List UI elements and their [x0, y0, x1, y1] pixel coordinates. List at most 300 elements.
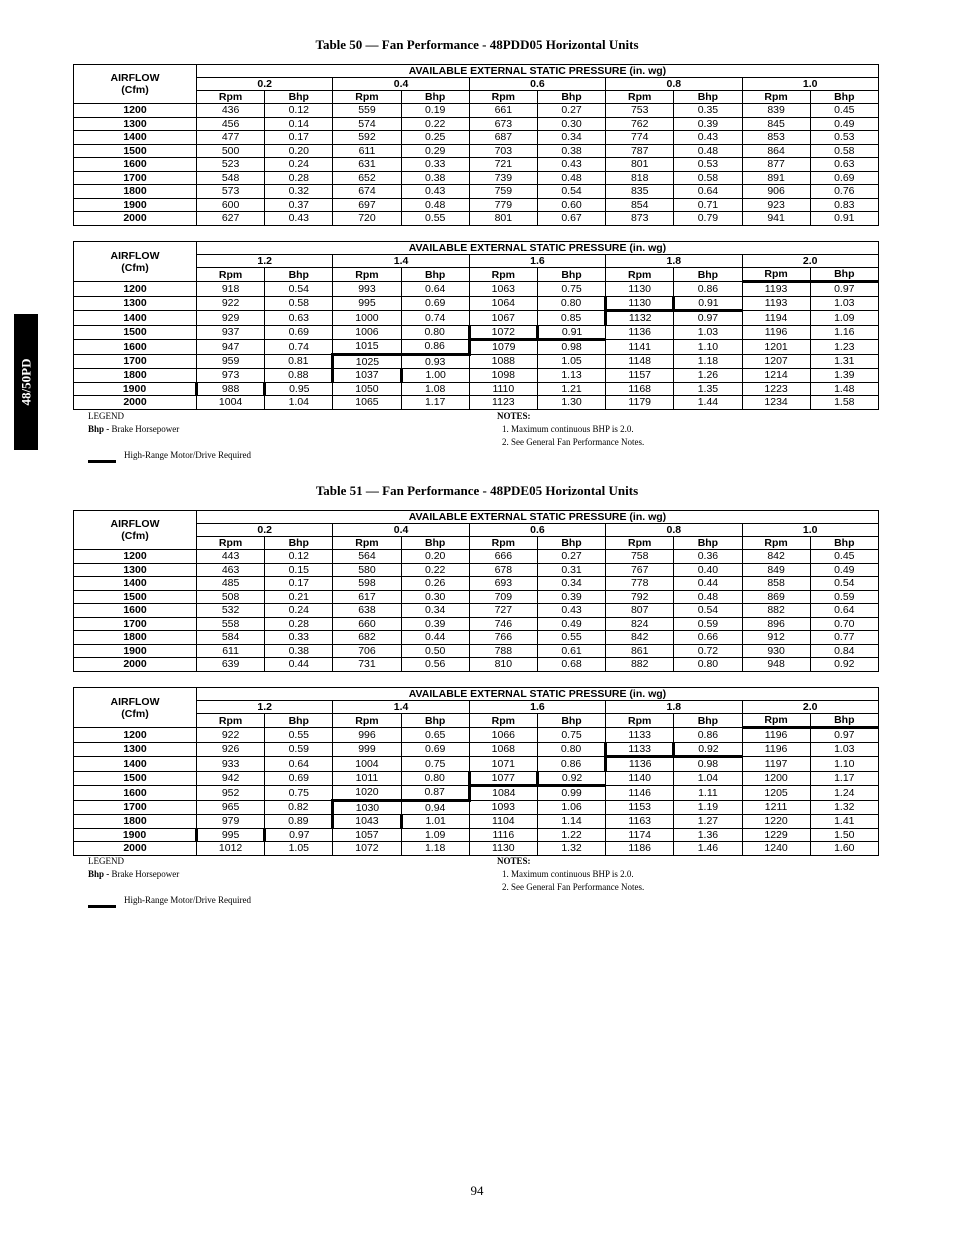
rpm-cell: 693	[469, 577, 537, 591]
rpm-cell: 1063	[469, 282, 537, 297]
bhp-cell: 0.12	[265, 550, 333, 564]
rpm-cell: 807	[606, 604, 674, 618]
rpm-cell: 1140	[606, 771, 674, 786]
bhp-cell: 0.43	[265, 212, 333, 226]
rpm-cell: 720	[333, 212, 401, 226]
bhp-cell: 1.24	[810, 786, 878, 801]
table-row	[74, 842, 879, 856]
table-50-low-pressure	[73, 64, 879, 226]
table-row	[74, 104, 879, 118]
bhp-cell: 1.03	[810, 296, 878, 311]
rpm-cell: 839	[742, 104, 810, 118]
bhp-column-header: Bhp	[674, 268, 742, 282]
airflow-value: 1400	[74, 131, 197, 145]
bhp-cell: 1.46	[674, 842, 742, 856]
bhp-cell: 0.80	[537, 296, 605, 311]
table-51-low-pressure	[73, 510, 879, 672]
rpm-cell: 1098	[469, 369, 537, 383]
bhp-cell: 0.80	[537, 742, 605, 757]
rpm-cell: 661	[469, 104, 537, 118]
airflow-unit: (Cfm)	[121, 261, 149, 274]
rpm-cell: 922	[197, 728, 265, 743]
bhp-cell: 1.21	[537, 382, 605, 396]
airflow-value: 1500	[74, 771, 197, 786]
table-row	[74, 340, 879, 355]
bhp-cell: 1.23	[810, 340, 878, 355]
rpm-cell: 869	[742, 590, 810, 604]
rpm-cell: 1067	[469, 311, 537, 326]
bhp-cell: 0.14	[265, 117, 333, 131]
table-row	[74, 158, 879, 172]
rpm-cell: 678	[469, 563, 537, 577]
rpm-cell: 485	[197, 577, 265, 591]
rpm-cell: 896	[742, 617, 810, 631]
bhp-cell: 0.54	[265, 282, 333, 297]
rpm-cell: 842	[742, 550, 810, 564]
airflow-value: 1300	[74, 742, 197, 757]
bhp-cell: 0.61	[537, 644, 605, 658]
airflow-unit: (Cfm)	[121, 530, 149, 542]
bhp-cell: 0.77	[810, 631, 878, 645]
rpm-cell: 923	[742, 198, 810, 212]
rpm-cell: 1071	[469, 757, 537, 772]
bhp-cell: 0.69	[810, 171, 878, 185]
rpm-column-header: Rpm	[333, 537, 401, 550]
bhp-cell: 1.27	[674, 815, 742, 829]
rpm-cell: 1093	[469, 800, 537, 815]
rpm-cell: 574	[333, 117, 401, 131]
table-51-high-pressure	[73, 687, 879, 856]
rpm-cell: 682	[333, 631, 401, 645]
pressure-column-header: 1.0	[742, 78, 878, 91]
airflow-value: 1300	[74, 117, 197, 131]
rpm-column-header: Rpm	[469, 714, 537, 728]
legend-bhp-sep: -	[106, 869, 110, 879]
rpm-cell: 853	[742, 131, 810, 145]
table-row	[74, 144, 879, 158]
legend-title: LEGEND	[88, 856, 124, 866]
table-row	[74, 550, 879, 564]
airflow-header	[74, 688, 197, 728]
bhp-cell: 0.86	[674, 282, 742, 297]
bhp-cell: 1.44	[674, 396, 742, 410]
rpm-cell: 1104	[469, 815, 537, 829]
rpm-cell: 1012	[197, 842, 265, 856]
bhp-cell: 1.35	[674, 382, 742, 396]
bhp-cell: 0.33	[265, 631, 333, 645]
pressure-column-header: 1.8	[606, 701, 742, 714]
bhp-cell: 0.48	[401, 198, 469, 212]
rpm-cell: 912	[742, 631, 810, 645]
bhp-cell: 0.93	[401, 354, 469, 369]
table-row	[74, 296, 879, 311]
bhp-cell: 0.92	[537, 771, 605, 786]
rpm-cell: 1133	[606, 742, 674, 757]
bhp-cell: 0.15	[265, 563, 333, 577]
rpm-cell: 1223	[742, 382, 810, 396]
rpm-column-header: Rpm	[197, 714, 265, 728]
pressure-header: AVAILABLE EXTERNAL STATIC PRESSURE (in. wg)	[197, 65, 879, 78]
airflow-value: 1500	[74, 590, 197, 604]
rpm-cell: 592	[333, 131, 401, 145]
airflow-value: 2000	[74, 212, 197, 226]
rpm-cell: 443	[197, 550, 265, 564]
rpm-cell: 1057	[333, 828, 401, 842]
bhp-cell: 0.70	[810, 617, 878, 631]
table-row	[74, 604, 879, 618]
bhp-cell: 0.21	[265, 590, 333, 604]
bhp-cell: 0.36	[674, 550, 742, 564]
note-1: 1. Maximum continuous BHP is 2.0.	[502, 424, 634, 434]
pressure-column-header: 0.8	[606, 78, 742, 91]
airflow-label: AIRFLOW	[110, 518, 160, 530]
rpm-cell: 824	[606, 617, 674, 631]
rpm-column-header: Rpm	[742, 537, 810, 550]
table-row	[74, 396, 879, 410]
bhp-cell: 0.99	[537, 786, 605, 801]
rpm-column-header: Rpm	[606, 268, 674, 282]
rpm-cell: 1072	[469, 325, 537, 340]
rpm-column-header: Rpm	[469, 537, 537, 550]
bhp-cell: 0.91	[810, 212, 878, 226]
rpm-cell: 1194	[742, 311, 810, 326]
bhp-cell: 1.09	[401, 828, 469, 842]
bhp-cell: 0.79	[674, 212, 742, 226]
bhp-cell: 1.05	[265, 842, 333, 856]
rpm-cell: 845	[742, 117, 810, 131]
bhp-column-header: Bhp	[401, 537, 469, 550]
bhp-cell: 0.80	[674, 658, 742, 672]
pressure-column-header: 0.2	[197, 78, 333, 91]
bhp-cell: 1.06	[537, 800, 605, 815]
bhp-column-header: Bhp	[537, 91, 605, 104]
rpm-cell: 1136	[606, 325, 674, 340]
rpm-cell: 835	[606, 185, 674, 199]
table-row	[74, 815, 879, 829]
bhp-column-header: Bhp	[401, 91, 469, 104]
table-51-legend	[88, 855, 179, 881]
rpm-cell: 674	[333, 185, 401, 199]
bhp-cell: 0.55	[401, 212, 469, 226]
bhp-cell: 0.54	[674, 604, 742, 618]
rpm-cell: 988	[197, 382, 265, 396]
airflow-header	[74, 65, 197, 104]
table-row	[74, 354, 879, 369]
bhp-cell: 0.54	[537, 185, 605, 199]
bhp-cell: 0.97	[810, 728, 878, 743]
airflow-value: 1400	[74, 757, 197, 772]
rpm-cell: 779	[469, 198, 537, 212]
airflow-value: 2000	[74, 658, 197, 672]
rpm-cell: 778	[606, 577, 674, 591]
bhp-cell: 0.26	[401, 577, 469, 591]
bhp-cell: 0.34	[537, 131, 605, 145]
rpm-cell: 1079	[469, 340, 537, 355]
bhp-cell: 0.40	[674, 563, 742, 577]
table-row	[74, 131, 879, 145]
bhp-cell: 0.69	[265, 771, 333, 786]
pressure-column-header: 0.4	[333, 524, 469, 537]
rpm-cell: 882	[742, 604, 810, 618]
rpm-cell: 598	[333, 577, 401, 591]
bhp-cell: 0.30	[401, 590, 469, 604]
bhp-cell: 0.85	[537, 311, 605, 326]
bhp-cell: 0.80	[401, 325, 469, 340]
rpm-cell: 1205	[742, 786, 810, 801]
bhp-cell: 1.30	[537, 396, 605, 410]
rpm-cell: 861	[606, 644, 674, 658]
bhp-cell: 1.09	[810, 311, 878, 326]
bhp-cell: 0.25	[401, 131, 469, 145]
rpm-cell: 1196	[742, 728, 810, 743]
airflow-value: 1800	[74, 631, 197, 645]
bhp-cell: 0.12	[265, 104, 333, 118]
airflow-value: 1200	[74, 728, 197, 743]
bhp-cell: 0.17	[265, 131, 333, 145]
bhp-cell: 0.86	[401, 340, 469, 355]
bhp-cell: 0.76	[810, 185, 878, 199]
bhp-cell: 1.58	[810, 396, 878, 410]
rpm-cell: 1220	[742, 815, 810, 829]
rpm-cell: 995	[333, 296, 401, 311]
bhp-cell: 1.14	[537, 815, 605, 829]
rpm-cell: 993	[333, 282, 401, 297]
bhp-cell: 0.44	[401, 631, 469, 645]
bhp-cell: 0.38	[401, 171, 469, 185]
rpm-cell: 1004	[333, 757, 401, 772]
rpm-cell: 611	[333, 144, 401, 158]
rpm-cell: 842	[606, 631, 674, 645]
rpm-cell: 456	[197, 117, 265, 131]
rpm-cell: 952	[197, 786, 265, 801]
airflow-value: 1500	[74, 325, 197, 340]
bhp-cell: 1.11	[674, 786, 742, 801]
bhp-cell: 0.87	[401, 786, 469, 801]
bhp-cell: 0.58	[810, 144, 878, 158]
airflow-value: 1800	[74, 369, 197, 383]
rpm-cell: 1136	[606, 757, 674, 772]
rpm-cell: 758	[606, 550, 674, 564]
rpm-cell: 1068	[469, 742, 537, 757]
bhp-cell: 0.86	[674, 728, 742, 743]
rpm-cell: 727	[469, 604, 537, 618]
bhp-column-header: Bhp	[810, 537, 878, 550]
bhp-cell: 0.92	[674, 742, 742, 757]
rpm-cell: 1077	[469, 771, 537, 786]
bhp-cell: 0.24	[265, 604, 333, 618]
rpm-cell: 774	[606, 131, 674, 145]
table-row	[74, 590, 879, 604]
bhp-cell: 1.03	[810, 742, 878, 757]
bhp-cell: 0.63	[810, 158, 878, 172]
note-1: 1. Maximum continuous BHP is 2.0.	[502, 869, 634, 879]
rpm-cell: 933	[197, 757, 265, 772]
bhp-cell: 0.92	[810, 658, 878, 672]
rpm-column-header: Rpm	[197, 268, 265, 282]
bhp-cell: 0.44	[265, 658, 333, 672]
rpm-cell: 759	[469, 185, 537, 199]
rpm-cell: 739	[469, 171, 537, 185]
pressure-column-header: 1.4	[333, 701, 469, 714]
bhp-cell: 1.16	[810, 325, 878, 340]
side-section-tab	[14, 314, 38, 450]
bhp-column-header: Bhp	[537, 268, 605, 282]
rpm-cell: 1186	[606, 842, 674, 856]
airflow-label: AIRFLOW	[110, 72, 160, 84]
page-number: 94	[470, 1183, 484, 1198]
rpm-cell: 1168	[606, 382, 674, 396]
bhp-cell: 0.63	[265, 311, 333, 326]
legend-bhp-abbr: Bhp	[88, 869, 105, 879]
bhp-cell: 0.43	[537, 604, 605, 618]
rpm-cell: 873	[606, 212, 674, 226]
legend-title: LEGEND	[88, 411, 124, 421]
airflow-value: 1200	[74, 282, 197, 297]
rpm-cell: 1132	[606, 311, 674, 326]
bhp-cell: 1.36	[674, 828, 742, 842]
bhp-cell: 0.32	[265, 185, 333, 199]
rpm-cell: 1065	[333, 396, 401, 410]
bhp-column-header: Bhp	[810, 91, 878, 104]
bhp-cell: 1.03	[674, 325, 742, 340]
rpm-cell: 973	[197, 369, 265, 383]
bhp-cell: 0.58	[265, 296, 333, 311]
rpm-cell: 1116	[469, 828, 537, 842]
rpm-column-header: Rpm	[606, 714, 674, 728]
airflow-unit: (Cfm)	[121, 707, 149, 720]
table-row	[74, 742, 879, 757]
airflow-value: 1700	[74, 617, 197, 631]
legend-bhp-entry	[88, 868, 179, 881]
side-tab-label: 48/50PD	[18, 358, 34, 406]
rpm-cell: 942	[197, 771, 265, 786]
rpm-cell: 877	[742, 158, 810, 172]
rpm-column-header: Rpm	[333, 91, 401, 104]
rpm-cell: 508	[197, 590, 265, 604]
bhp-cell: 0.22	[401, 117, 469, 131]
rpm-cell: 1030	[333, 800, 401, 815]
bhp-cell: 0.39	[537, 590, 605, 604]
bhp-cell: 0.56	[401, 658, 469, 672]
bhp-cell: 1.31	[810, 354, 878, 369]
rpm-cell: 849	[742, 563, 810, 577]
bhp-cell: 0.29	[401, 144, 469, 158]
rpm-column-header: Rpm	[197, 537, 265, 550]
rpm-cell: 965	[197, 800, 265, 815]
bhp-cell: 0.19	[401, 104, 469, 118]
rpm-cell: 600	[197, 198, 265, 212]
pressure-column-header: 1.6	[469, 255, 605, 268]
bhp-cell: 0.49	[810, 117, 878, 131]
bhp-column-header: Bhp	[401, 268, 469, 282]
bhp-cell: 1.18	[401, 842, 469, 856]
bhp-cell: 0.54	[810, 577, 878, 591]
rpm-cell: 787	[606, 144, 674, 158]
pressure-header: AVAILABLE EXTERNAL STATIC PRESSURE (in. wg)	[197, 688, 879, 701]
bhp-cell: 0.64	[674, 185, 742, 199]
rpm-cell: 1174	[606, 828, 674, 842]
bhp-cell: 0.20	[265, 144, 333, 158]
note-2: 2. See General Fan Performance Notes.	[502, 437, 645, 447]
rpm-cell: 1015	[333, 340, 401, 355]
rpm-cell: 1000	[333, 311, 401, 326]
rpm-cell: 1133	[606, 728, 674, 743]
airflow-value: 1600	[74, 786, 197, 801]
airflow-value: 1800	[74, 185, 197, 199]
rpm-cell: 864	[742, 144, 810, 158]
pressure-column-header: 2.0	[742, 701, 878, 714]
rpm-cell: 947	[197, 340, 265, 355]
table-50-notes	[497, 410, 644, 449]
rpm-cell: 660	[333, 617, 401, 631]
rpm-cell: 1011	[333, 771, 401, 786]
rpm-cell: 1006	[333, 325, 401, 340]
bhp-cell: 0.33	[401, 158, 469, 172]
airflow-label: AIRFLOW	[110, 249, 160, 262]
rpm-cell: 1211	[742, 800, 810, 815]
rpm-cell: 1197	[742, 757, 810, 772]
rpm-cell: 1153	[606, 800, 674, 815]
table-row	[74, 728, 879, 743]
rpm-cell: 1146	[606, 786, 674, 801]
rpm-cell: 882	[606, 658, 674, 672]
bhp-cell: 0.38	[265, 644, 333, 658]
bhp-cell: 0.50	[401, 644, 469, 658]
bhp-cell: 0.43	[401, 185, 469, 199]
bhp-cell: 1.00	[401, 369, 469, 383]
bhp-column-header: Bhp	[265, 268, 333, 282]
rpm-cell: 1084	[469, 786, 537, 801]
rpm-column-header: Rpm	[197, 91, 265, 104]
bhp-cell: 0.69	[401, 296, 469, 311]
bhp-cell: 0.88	[265, 369, 333, 383]
rpm-cell: 979	[197, 815, 265, 829]
table-50-high-pressure	[73, 241, 879, 410]
rpm-cell: 1130	[606, 282, 674, 297]
pressure-header: AVAILABLE EXTERNAL STATIC PRESSURE (in. wg)	[197, 242, 879, 255]
rpm-cell: 584	[197, 631, 265, 645]
rpm-cell: 1110	[469, 382, 537, 396]
airflow-value: 1600	[74, 340, 197, 355]
rpm-cell: 941	[742, 212, 810, 226]
bhp-cell: 1.05	[537, 354, 605, 369]
table-row	[74, 212, 879, 226]
bhp-cell: 0.91	[674, 296, 742, 311]
bhp-column-header: Bhp	[537, 714, 605, 728]
rpm-cell: 1050	[333, 382, 401, 396]
bhp-cell: 1.48	[810, 382, 878, 396]
airflow-value: 2000	[74, 842, 197, 856]
high-range-text: High-Range Motor/Drive Required	[124, 450, 251, 460]
table-row	[74, 171, 879, 185]
table-row	[74, 631, 879, 645]
rpm-cell: 523	[197, 158, 265, 172]
rpm-cell: 1064	[469, 296, 537, 311]
rpm-cell: 666	[469, 550, 537, 564]
bhp-cell: 0.80	[401, 771, 469, 786]
bhp-cell: 1.26	[674, 369, 742, 383]
rpm-cell: 1196	[742, 325, 810, 340]
rpm-cell: 1214	[742, 369, 810, 383]
rpm-cell: 1193	[742, 282, 810, 297]
rpm-cell: 706	[333, 644, 401, 658]
high-range-text: High-Range Motor/Drive Required	[124, 895, 251, 905]
bhp-cell: 0.91	[537, 325, 605, 340]
bhp-cell: 0.30	[537, 117, 605, 131]
bhp-cell: 1.17	[401, 396, 469, 410]
rpm-cell: 918	[197, 282, 265, 297]
rpm-cell: 1072	[333, 842, 401, 856]
